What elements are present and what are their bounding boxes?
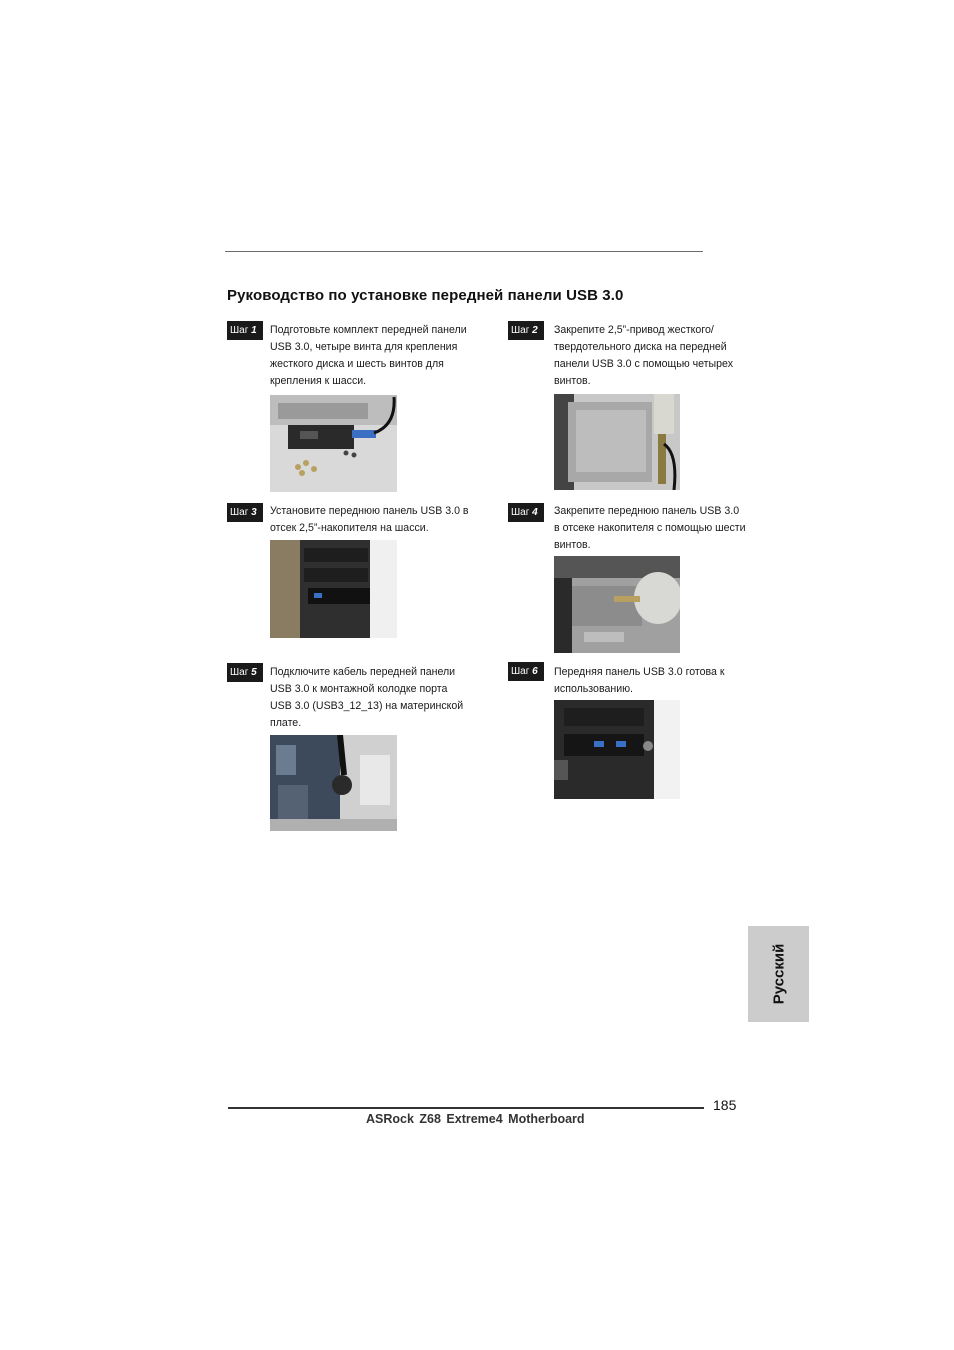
step-6-badge: Шаг 6 [508,662,544,681]
step-4-photo [554,556,680,653]
step-4-text: Закрепите переднюю панель USB 3.0 в отсеке накопителя с помощью шести винтов. [554,505,746,551]
step-1-badge: Шаг 1 [227,321,263,340]
step-2-badge: Шаг 2 [508,321,544,340]
step-3-badge: Шаг 3 [227,503,263,522]
step-5-text: Подключите кабель передней панели USB 3.0 к монтажной колодке порта USB 3.0 (USB3_12_13) на материнской плате. [270,666,464,729]
bottom-rule [228,1107,704,1109]
step-2-text: Закрепите 2,5”-привод жесткого/ твердотельного диска на передней панели USB 3.0 с помощью четырех винтов. [554,324,733,387]
step-1-text: Подготовьте комплект передней панели USB 3.0, четыре винта для крепления жесткого диска и шесть винтов для крепления к шасси. [270,324,467,387]
step-3-photo [270,540,397,638]
step-6-text: Передняя панель USB 3.0 готова к использованию. [554,666,725,695]
page-number: 185 [713,1097,737,1113]
step-5-photo [270,735,397,831]
top-rule [225,251,703,252]
step-3-text: Установите переднюю панель USB 3.0 в отсек 2,5”-накопителя на шасси. [270,505,469,534]
footer-title: ASRock Z68 Extreme4 Motherboard [366,1112,585,1126]
step-4-badge: Шаг 4 [508,503,544,522]
step-1-photo [270,395,397,492]
step-2-photo [554,394,680,490]
step-6-photo [554,700,680,799]
step-5-badge: Шаг 5 [227,663,263,682]
language-side-tab: Русский [748,926,809,1022]
section-heading: Руководство по установке передней панели USB 3.0 [227,287,624,304]
